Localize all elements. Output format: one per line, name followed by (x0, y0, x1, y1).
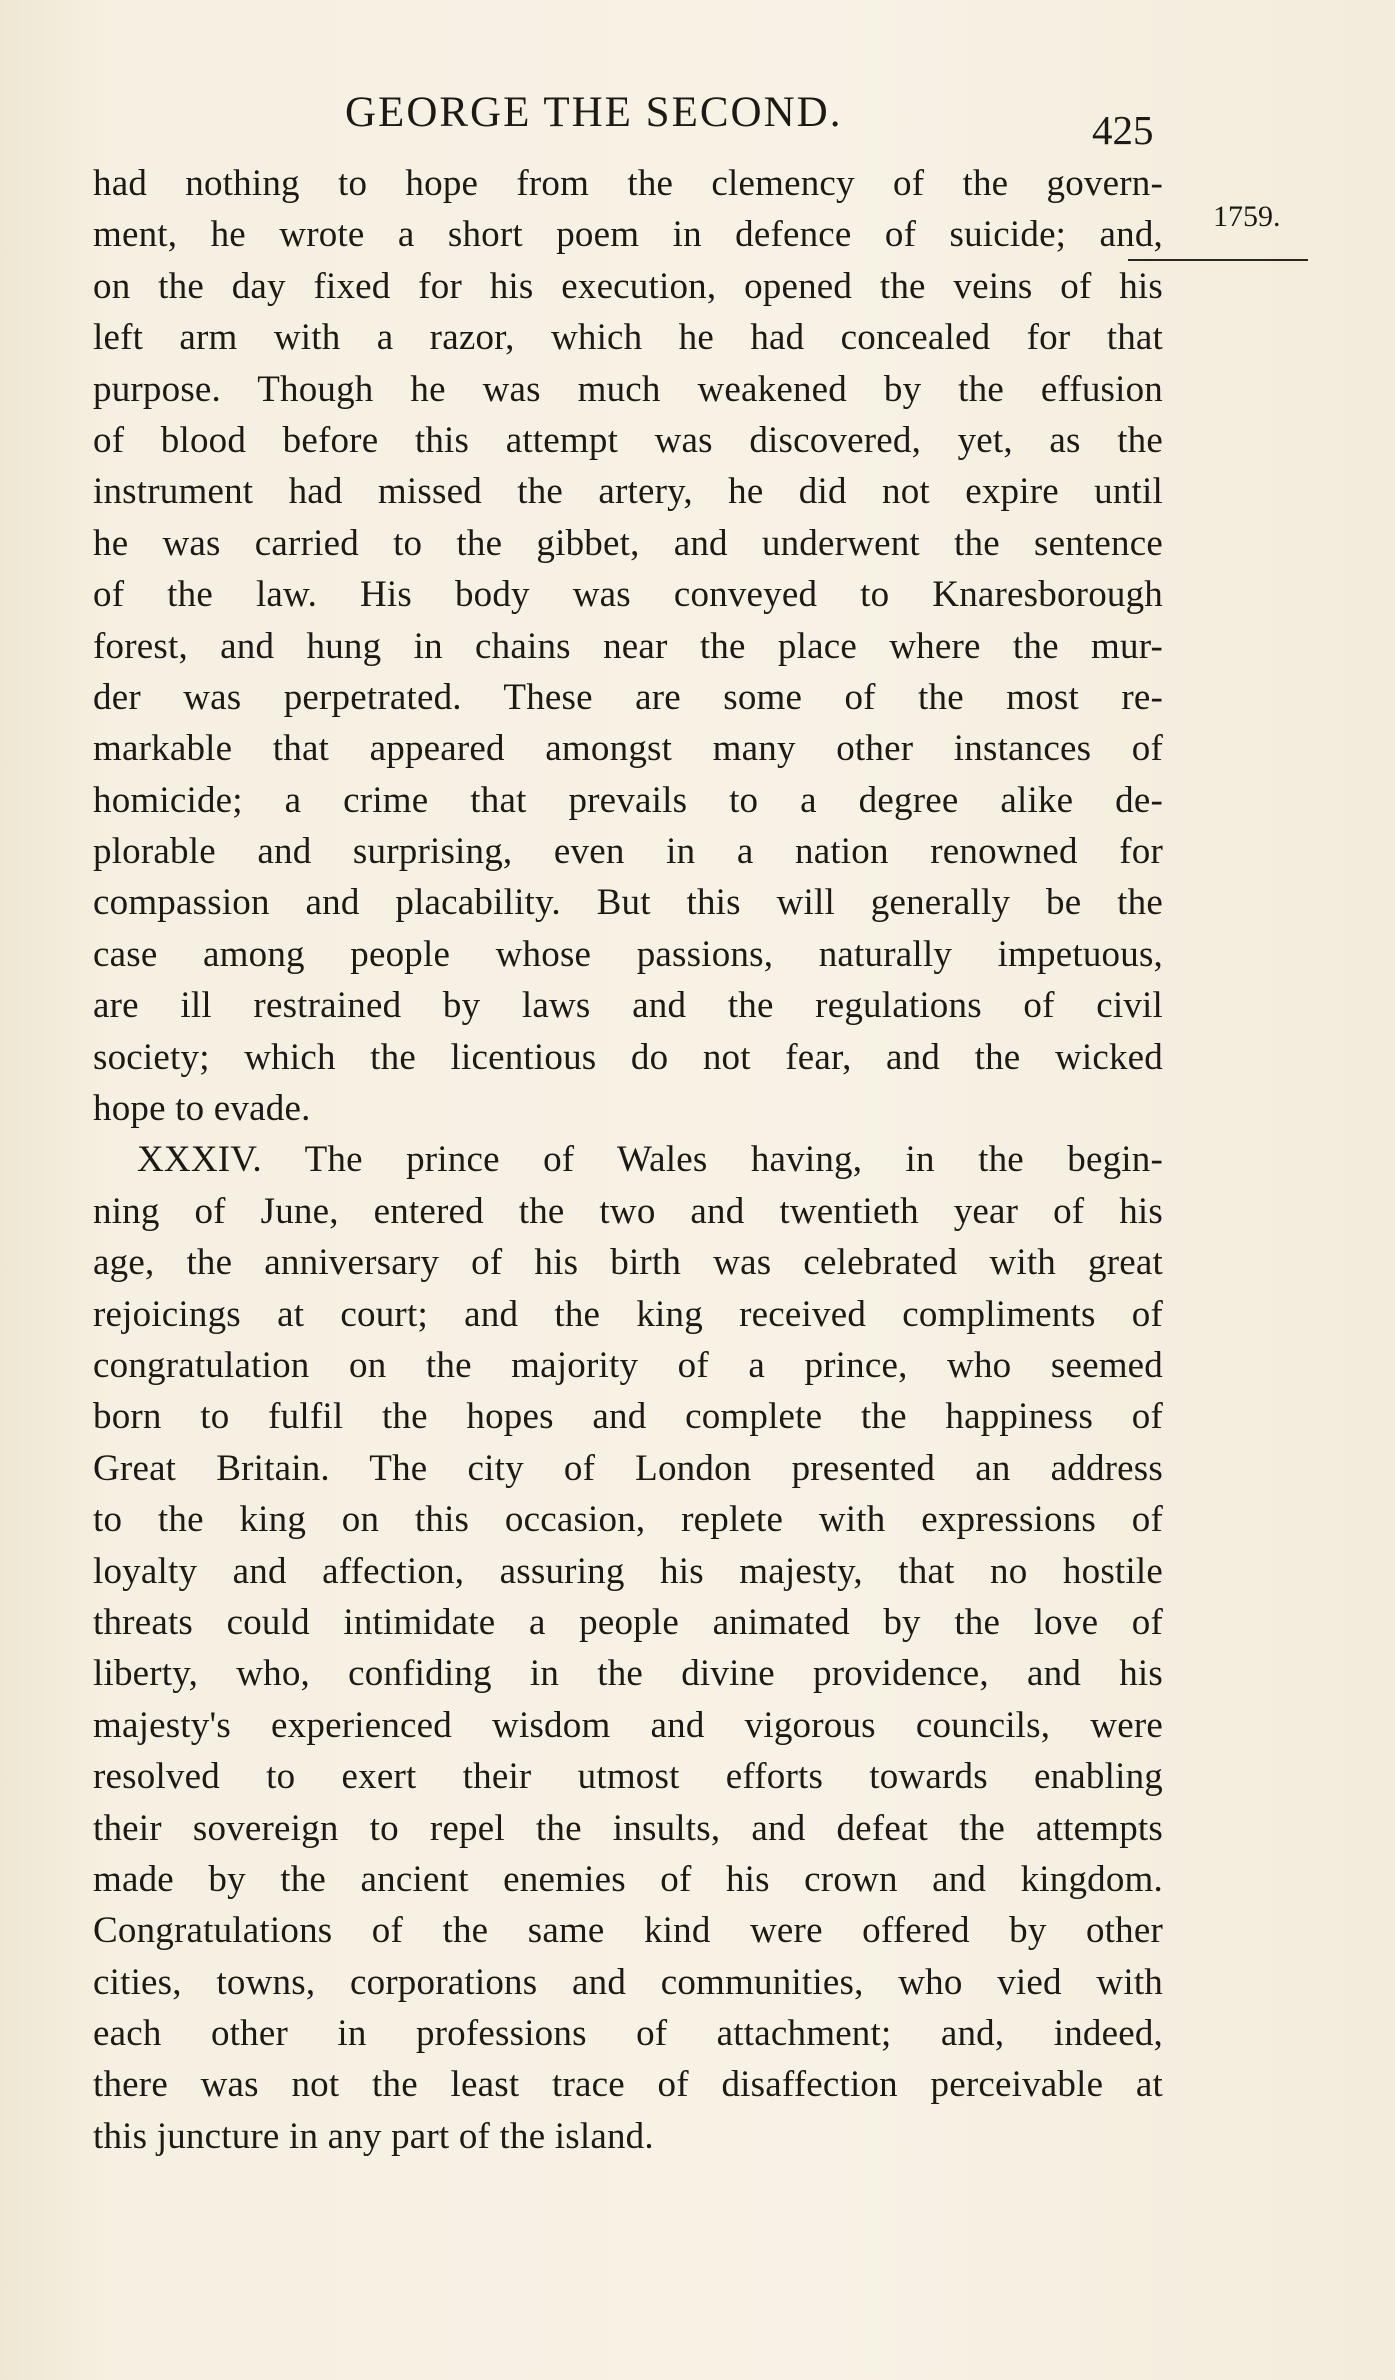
text-line: had nothing to hope from the clemency of the govern- (93, 163, 1163, 204)
text-line: purpose. Though he was much weakened by the effusion (93, 368, 1163, 410)
text-line: age, the anniversary of his birth was celebrated with great (93, 1242, 1163, 1284)
text-line: instrument had missed the artery, he did not expire until (93, 471, 1163, 513)
text-line: their sovereign to repel the insults, and defeat the attempts (93, 1807, 1163, 1849)
text-line: society; which the licentious do not fear, and the wicked (93, 1036, 1163, 1078)
text-line: cities, towns, corporations and communities, who vied with (93, 1961, 1163, 2003)
text-line: liberty, who, confiding in the divine providence, and his (93, 1653, 1163, 1695)
text-line: he was carried to the gibbet, and underwent the sentence (93, 522, 1163, 564)
text-line: plorable and surprising, even in a nation renowned for (93, 831, 1163, 873)
text-line: markable that appeared amongst many other instances of (93, 728, 1163, 770)
text-line: this juncture in any part of the island. (93, 2115, 654, 2157)
text-line: case among people whose passions, naturally impetuous, (93, 933, 1163, 975)
text-line: on the day fixed for his execution, opened the veins of his (93, 265, 1163, 307)
text-line: Congratulations of the same kind were offered by other (93, 1910, 1163, 1952)
text-line: Great Britain. The city of London presented an address (93, 1447, 1163, 1489)
text-line: of blood before this attempt was discovered, yet, as the (93, 419, 1163, 461)
text-line: made by the ancient enemies of his crown and kingdom. (93, 1858, 1163, 1900)
text-line: each other in professions of attachment; and, indeed, (93, 2013, 1163, 2055)
text-line: congratulation on the majority of a prince, who seemed (93, 1344, 1163, 1386)
text-line: compassion and placability. But this will generally be the (93, 882, 1163, 924)
text-line: hope to evade. (93, 1088, 311, 1130)
body-text (93, 158, 1163, 2162)
page-number: 425 (1092, 107, 1154, 153)
text-line: born to fulfil the hopes and complete the happiness of (93, 1396, 1163, 1438)
text-line: ning of June, entered the two and twentieth year of his (93, 1190, 1163, 1232)
text-line: der was perpetrated. These are some of the most re- (93, 676, 1163, 718)
text-line: to the king on this occasion, replete with expressions of (93, 1499, 1163, 1541)
text-line: rejoicings at court; and the king received compliments of (93, 1293, 1163, 1335)
text-line: left arm with a razor, which he had concealed for that (93, 317, 1163, 359)
text-line: homicide; a crime that prevails to a degree alike de- (93, 779, 1163, 821)
text-line: majesty's experienced wisdom and vigorous councils, were (93, 1704, 1163, 1746)
text-line: of the law. His body was conveyed to Knaresborough (93, 574, 1163, 616)
section-start-line: XXXIV. The prince of Wales having, in the begin- (137, 1139, 1163, 1181)
text-line: resolved to exert their utmost efforts towards enabling (93, 1756, 1163, 1798)
text-line: forest, and hung in chains near the place where the mur- (93, 625, 1163, 667)
running-title: GEORGE THE SECOND. (345, 89, 843, 136)
text-line: there was not the least trace of disaffection perceivable at (93, 2064, 1163, 2106)
text-line: threats could intimidate a people animated by the love of (93, 1601, 1163, 1643)
text-line: are ill restrained by laws and the regulations of civil (93, 985, 1163, 1027)
margin-year: 1759. (1213, 200, 1281, 233)
text-line: ment, he wrote a short poem in defence of suicide; and, (93, 214, 1163, 256)
text-line: loyalty and affection, assuring his majesty, that no hostile (93, 1550, 1163, 1592)
